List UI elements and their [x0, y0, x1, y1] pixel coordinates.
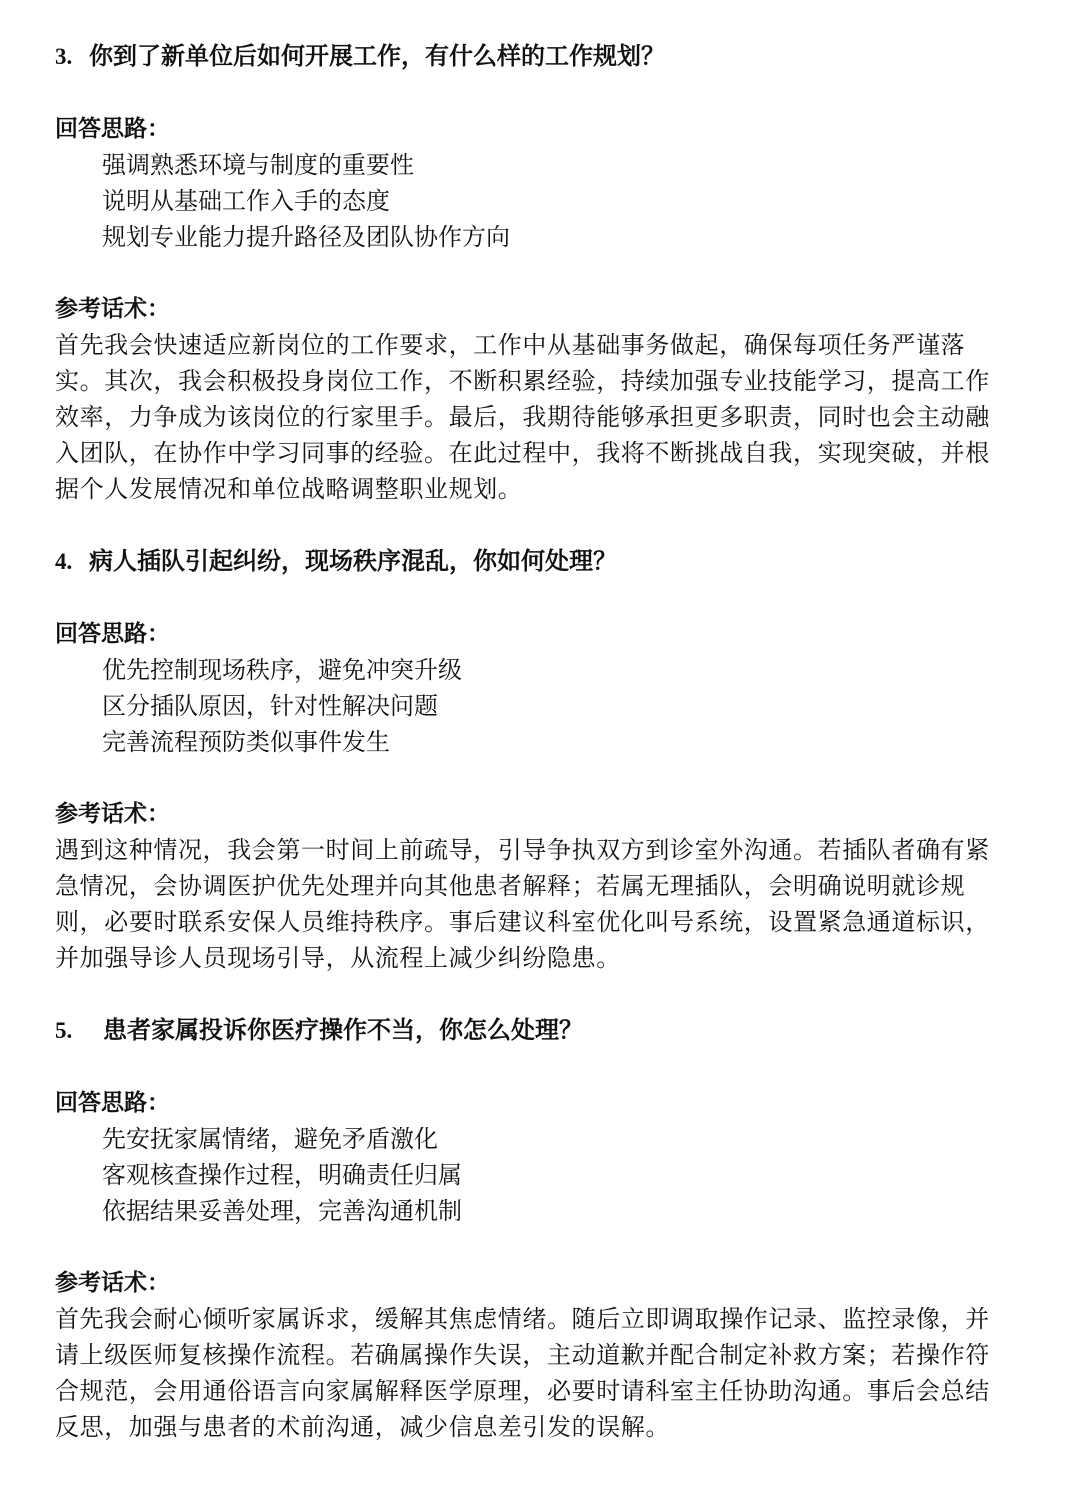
question-heading — [55, 38, 1010, 75]
thinking-point: 客观核查操作过程，明确责任归属 — [102, 1161, 462, 1189]
question-text: 患者家属投诉你医疗操作不当，你怎么处理？ — [103, 1016, 583, 1044]
thinking-points — [55, 652, 1010, 760]
qa-section-5 — [55, 1012, 1010, 1445]
thinking-points — [55, 1121, 1010, 1229]
reference-label: 参考话术： — [55, 801, 170, 827]
thinking-label: 回答思路： — [55, 621, 170, 647]
thinking-point: 规划专业能力提升路径及团队协作方向 — [102, 223, 510, 251]
thinking-point: 优先控制现场秩序，避免冲突升级 — [102, 656, 462, 684]
qa-section-4 — [55, 543, 1010, 976]
thinking-label: 回答思路： — [55, 116, 170, 142]
thinking-point: 区分插队原因，针对性解决问题 — [102, 692, 438, 720]
thinking-points — [55, 147, 1010, 255]
reference-label: 参考话术： — [55, 296, 170, 322]
thinking-point: 完善流程预防类似事件发生 — [102, 728, 390, 756]
reference-answer: 首先我会耐心倾听家属诉求，缓解其焦虑情绪。随后立即调取操作记录、监控录像，并请上级医师复核操作流程。若确属操作失误，主动道歉并配合制定补救方案；若操作符合规范，会用通俗语言向家属解释医学原理，必要时请科室主任协助沟通。事后会总结反思，加强与患者的术前沟通，减少信息差引发的误解。 — [55, 1305, 990, 1441]
thinking-point: 说明从基础工作入手的态度 — [102, 187, 390, 215]
thinking-label: 回答思路： — [55, 1090, 170, 1116]
reference-answer: 遇到这种情况，我会第一时间上前疏导，引导争执双方到诊室外沟通。若插队者确有紧急情况，会协调医护优先处理并向其他患者解释；若属无理插队，会明确说明就诊规则，必要时联系安保人员维持秩序。事后建议科室优化叫号系统，设置紧急通道标识，并加强导诊人员现场引导，从流程上减少纠纷隐患。 — [55, 836, 990, 972]
question-text: 病人插队引起纠纷，现场秩序混乱，你如何处理？ — [89, 547, 617, 575]
question-heading — [55, 543, 1010, 580]
question-number: 4. — [55, 549, 73, 574]
thinking-point: 依据结果妥善处理，完善沟通机制 — [102, 1197, 462, 1225]
question-heading — [55, 1012, 1010, 1049]
question-text: 你到了新单位后如何开展工作，有什么样的工作规划？ — [89, 42, 665, 70]
question-number: 3. — [55, 44, 73, 69]
qa-section-3 — [55, 38, 1010, 507]
thinking-point: 强调熟悉环境与制度的重要性 — [102, 151, 414, 179]
reference-label: 参考话术： — [55, 1270, 170, 1296]
reference-answer: 首先我会快速适应新岗位的工作要求，工作中从基础事务做起，确保每项任务严谨落实。其次，我会积极投身岗位工作，不断积累经验，持续加强专业技能学习，提高工作效率，力争成为该岗位的行家里手。最后，我期待能够承担更多职责，同时也会主动融入团队，在协作中学习同事的经验。在此过程中，我将不断挑战自我，实现突破，并根据个人发展情况和单位战略调整职业规划。 — [55, 331, 990, 503]
thinking-point: 先安抚家属情绪，避免矛盾激化 — [102, 1125, 438, 1153]
question-number: 5. — [55, 1018, 73, 1043]
